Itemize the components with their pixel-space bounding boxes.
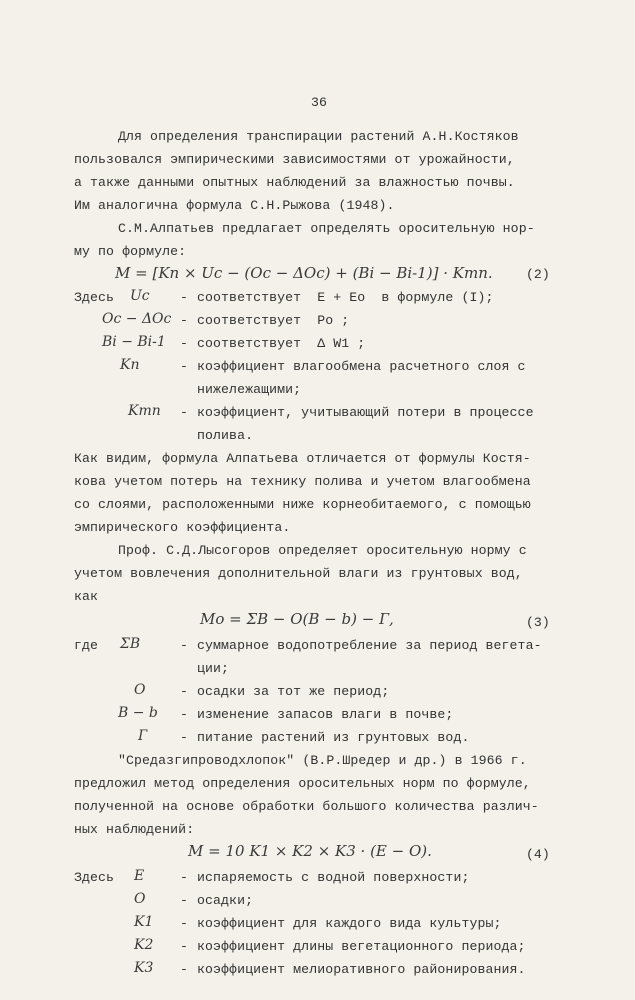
defs3-dash: - [180, 684, 188, 699]
defs2-text-cont: нижележащими; [197, 382, 302, 397]
para4-line: учетом вовлечения дополнительной влаги из грунтовых вод, [74, 566, 523, 581]
defs4-symbol: K3 [134, 960, 154, 976]
defs3-symbol: B − b [118, 705, 158, 721]
defs3-intro: где [74, 638, 99, 653]
defs2-text: соответствует Po ; [197, 313, 350, 328]
defs4-dash: - [180, 962, 188, 977]
defs4-dash: - [180, 893, 188, 908]
defs2-text: коэффициент, учитывающий потери в процессе [197, 405, 534, 420]
para5-line: предложил метод определения оросительных норм по формуле, [74, 776, 531, 791]
formula-4-number: (4) [526, 847, 550, 862]
defs3-symbol: O [134, 682, 146, 698]
para1-line: Для определения транспирации растений А.Н.Костяков [118, 129, 519, 144]
para3-line: со слоями, расположенными ниже корнеобитаемого, с помощью [74, 497, 531, 512]
defs4-symbol: O [134, 891, 146, 907]
defs4-symbol: K2 [134, 937, 154, 953]
formula-4: M = 10 K1 × K2 × K3 · (E − O). [188, 842, 432, 860]
defs2-dash: - [180, 290, 188, 305]
defs2-symbol: Kп [120, 357, 140, 373]
para1-line: а также данными опытных наблюдений за влажностью почвы. [74, 175, 515, 190]
defs4-symbol: K1 [134, 914, 154, 930]
defs4-intro: Здесь [74, 870, 115, 885]
defs2-text: соответствует E + Eo в формуле (I); [197, 290, 494, 305]
defs4-text: испаряемость с водной поверхности; [197, 870, 470, 885]
defs2-dash: - [180, 359, 188, 374]
defs2-text: коэффициент влагообмена расчетного слоя с [197, 359, 526, 374]
defs3-text-cont: ции; [197, 661, 230, 676]
defs4-dash: - [180, 916, 188, 931]
defs4-dash: - [180, 870, 188, 885]
defs4-dash: - [180, 939, 188, 954]
para3-line: эмпирического коэффициента. [74, 520, 291, 535]
para2-line: С.М.Алпатьев предлагает определять оросительную нор- [118, 221, 535, 236]
defs2-dash: - [180, 405, 188, 420]
defs2-text: соответствует Δ W1 ; [197, 336, 366, 351]
defs2-intro: Здесь [74, 290, 115, 305]
para3-line: Как видим, формула Алпатьева отличается от формулы Костя- [74, 451, 531, 466]
defs4-text: коэффициент для каждого вида культуры; [197, 916, 502, 931]
defs4-text: коэффициент мелиоративного районирования. [197, 962, 526, 977]
defs2-dash: - [180, 336, 188, 351]
defs3-text: питание растений из грунтовых вод. [197, 730, 470, 745]
defs3-text: осадки за тот же период; [197, 684, 390, 699]
formula-2: M = [Kп × Uс − (Oс − ΔOс) + (Bi − Bi-1)] · Kтп. [115, 264, 493, 282]
para4-line: Проф. С.Д.Лысогоров определяет оросительную норму с [118, 543, 527, 558]
defs3-symbol: ΣB [120, 636, 141, 652]
para2-line: му по формуле: [74, 244, 187, 259]
defs2-symbol: Kтп [128, 403, 161, 419]
para3-line: кова учетом потерь на технику полива и учетом влагообмена [74, 474, 531, 489]
defs2-symbol: Bi − Bi-1 [102, 334, 166, 350]
defs2-symbol: Uс [130, 288, 150, 304]
defs3-dash: - [180, 730, 188, 745]
formula-3-number: (3) [526, 615, 550, 630]
para1-line: пользовался эмпирическими зависимостями от урожайности, [74, 152, 515, 167]
para5-line: ных наблюдений: [74, 822, 195, 837]
defs3-dash: - [180, 707, 188, 722]
defs3-text: суммарное водопотребление за период вегета- [197, 638, 542, 653]
defs2-symbol: Oс − ΔOс [102, 311, 172, 327]
page-number: 36 [311, 95, 328, 110]
defs4-text: коэффициент длины вегетационного периода; [197, 939, 526, 954]
defs3-dash: - [180, 638, 188, 653]
para1-line: Им аналогична формула С.Н.Рыжова (1948). [74, 198, 395, 213]
defs3-symbol: Г [138, 728, 148, 744]
formula-2-number: (2) [526, 267, 550, 282]
defs4-text: осадки; [197, 893, 254, 908]
defs3-text: изменение запасов влаги в почве; [197, 707, 454, 722]
para5-line: "Средазгипроводхлопок" (В.Р.Шредер и др.) в 1966 г. [118, 753, 527, 768]
para5-line: полученной на основе обработки большого количества различ- [74, 799, 539, 814]
defs4-symbol: E [134, 868, 145, 884]
formula-3: Mo = ΣB − O(B − b) − Г, [200, 610, 394, 628]
para4-line: как [74, 589, 99, 604]
defs2-dash: - [180, 313, 188, 328]
defs2-text-cont: полива. [197, 428, 254, 443]
